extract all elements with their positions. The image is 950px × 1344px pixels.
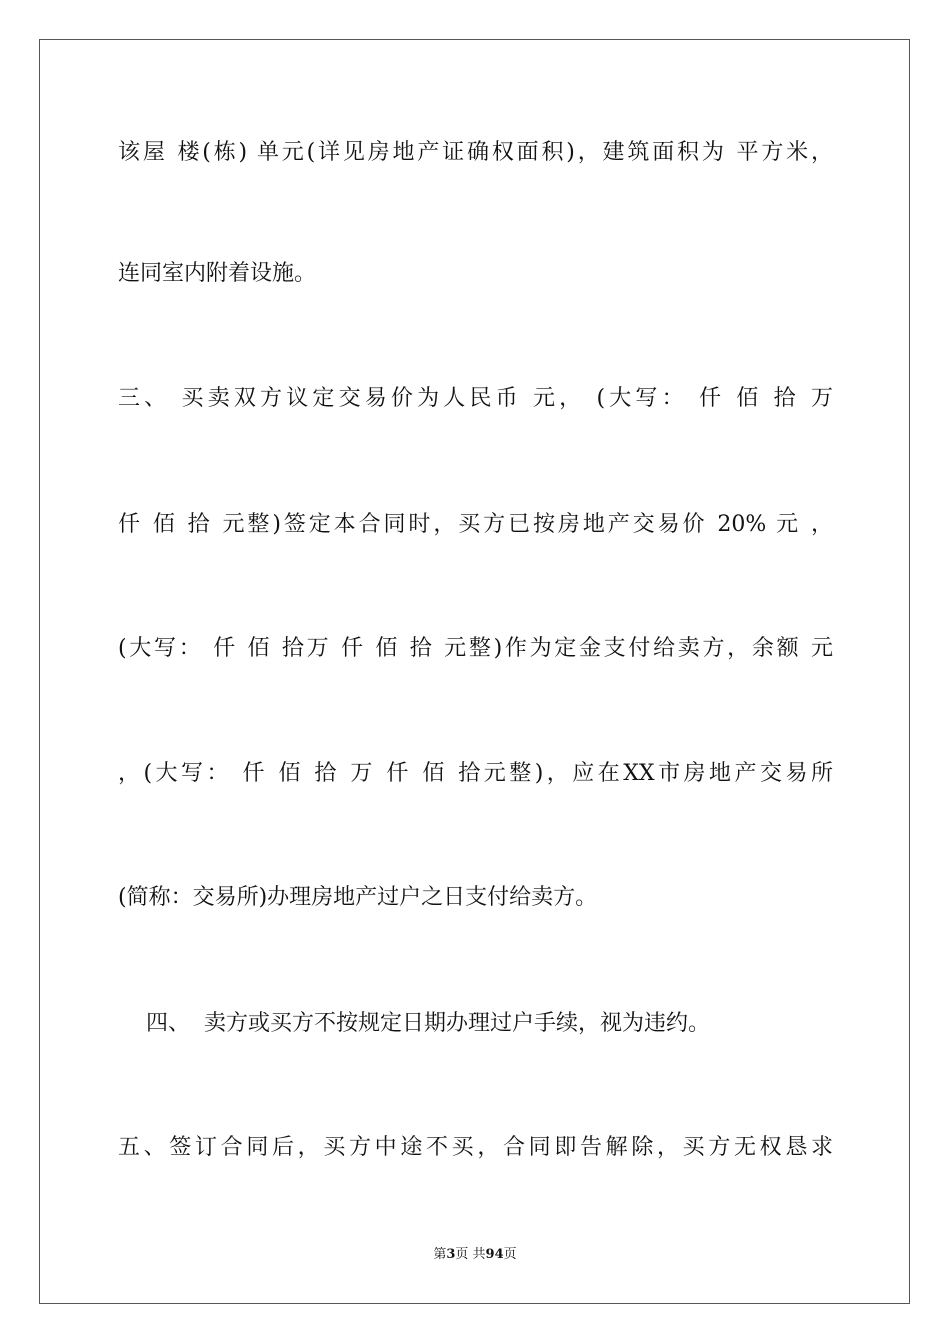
body-line-9: 五、签订合同后，买方中途不买，合同即告解除，买方无权恳求 <box>118 1135 833 1160</box>
footer-middle: 页 共 <box>455 1247 486 1262</box>
page-border <box>39 39 910 1304</box>
body-line-2: 连同室内附着设施。 <box>118 261 317 286</box>
body-line-6: ，(大写： 仟 佰 拾 万 仟 佰 拾元整)，应在XX市房地产交易所 <box>118 761 833 786</box>
body-line-4: 仟 佰 拾 元整)签定本合同时，买方已按房地产交易价 20% 元 ， <box>118 512 833 537</box>
footer-suffix: 页 <box>503 1247 517 1262</box>
body-line-8: 四、 卖方或买方不按规定日期办理过户手续，视为违约。 <box>118 1011 710 1036</box>
current-page-number: 3 <box>446 1247 456 1262</box>
footer-prefix: 第 <box>433 1247 447 1262</box>
body-line-5: (大写： 仟 佰 拾万 仟 佰 拾 元整)作为定金支付给卖方，余额 元 <box>118 636 833 661</box>
total-page-count: 94 <box>485 1247 504 1262</box>
body-line-7: (简称：交易所)办理房地产过户之日支付给卖方。 <box>118 885 598 910</box>
page-footer <box>0 1246 950 1264</box>
body-line-3: 三、 买卖双方议定交易价为人民币 元， (大写： 仟 佰 拾 万 <box>118 386 833 411</box>
body-line-1: 该屋 楼(栋) 单元(详见房地产证确权面积)，建筑面积为 平方米， <box>118 140 833 165</box>
